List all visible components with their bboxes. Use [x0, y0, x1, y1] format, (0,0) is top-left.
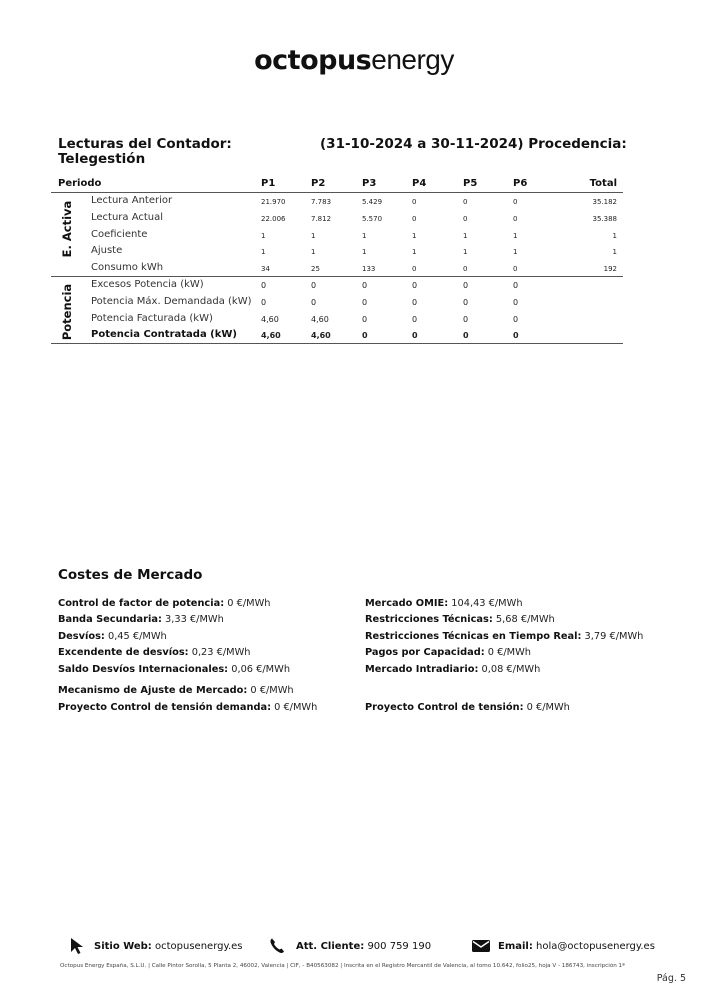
column-header-p2: P2: [311, 178, 326, 189]
active-row-value-p2: 7.812: [311, 214, 332, 223]
active-row-value-p6: 0: [513, 198, 518, 206]
active-row-total: 35.388: [592, 214, 617, 223]
market-cost-label: Control de factor de potencia:: [58, 598, 225, 609]
active-row-value-p1: 1: [261, 248, 266, 257]
market-cost-label: Mercado Intradiario:: [365, 664, 479, 675]
power-row-value-p5: 0: [463, 281, 469, 290]
market-cost-value: 0 €/MWh: [523, 702, 570, 713]
active-row-total: 192: [603, 265, 617, 274]
active-row-value-p3: 1: [362, 248, 367, 257]
active-row-value-p2: 1: [311, 231, 316, 240]
active-row-value-p3: 5.570: [362, 214, 383, 223]
section-divider: [51, 276, 623, 277]
footer-email[interactable]: [498, 941, 655, 952]
active-row-value-p4: 0: [412, 214, 417, 223]
market-cost-right-item: [365, 631, 643, 642]
active-row-value-p3: 133: [362, 265, 376, 274]
market-cost-left-item: [58, 685, 294, 696]
active-row-label: Consumo kWh: [91, 262, 164, 274]
power-row-value-p6: 0: [513, 331, 519, 341]
power-row-value-p4: 0: [412, 297, 418, 307]
active-row-value-p3: 1: [362, 231, 367, 240]
power-row-value-p1: 0: [261, 281, 267, 290]
market-cost-value: 0 €/MWh: [224, 598, 271, 609]
power-row-value-p1: 4,60: [261, 331, 281, 341]
column-header-p1: P1: [261, 178, 276, 189]
power-row-value-p6: 0: [513, 314, 519, 324]
power-row-value-p3: 0: [362, 281, 368, 290]
market-costs-title: Costes de Mercado: [58, 567, 203, 583]
power-row-value-p2: 4,60: [311, 331, 331, 341]
power-row-label: Excesos Potencia (kW): [91, 279, 204, 290]
power-row-value-p2: 0: [311, 281, 317, 290]
power-row-value-p5: 0: [463, 331, 469, 341]
market-cost-value: 3,79 €/MWh: [581, 631, 644, 642]
market-cost-right-item: [365, 702, 570, 713]
market-cost-label: Saldo Desvíos Internacionales:: [58, 664, 229, 675]
active-row-value-p5: 0: [463, 214, 468, 223]
email-icon: [471, 937, 491, 955]
power-row-value-p1: 4,60: [261, 314, 279, 324]
active-row-value-p5: 0: [463, 265, 468, 274]
market-cost-value: 104,43 €/MWh: [448, 598, 523, 609]
active-row-total: 1: [612, 248, 617, 257]
market-cost-label: Restricciones Técnicas:: [365, 614, 493, 625]
footer-contact-row: [0, 941, 708, 959]
market-cost-value: 5,68 €/MWh: [492, 614, 555, 625]
active-row-value-p1: 22.006: [261, 214, 286, 223]
active-row-value-p5: 1: [463, 231, 468, 240]
active-row-value-p2: 25: [311, 265, 320, 274]
market-cost-left-item: [58, 647, 251, 658]
market-cost-label: Mecanismo de Ajuste de Mercado:: [58, 685, 248, 696]
power-row-value-p3: 0: [362, 297, 368, 307]
market-cost-right-item: [365, 647, 531, 658]
power-row-value-p2: 0: [311, 297, 317, 307]
market-cost-left-item: [58, 598, 270, 609]
readings-title-right: (31-10-2024 a 30-11-2024) Procedencia:: [320, 136, 627, 152]
active-row-value-p6: 0: [513, 265, 518, 274]
power-row-value-p4: 0: [412, 331, 418, 341]
active-row-label: Lectura Anterior: [91, 195, 173, 206]
market-cost-value: 0,23 €/MWh: [188, 647, 251, 658]
active-row-value-p5: 0: [463, 198, 468, 206]
phone-icon: [268, 937, 286, 955]
market-cost-label: Proyecto Control de tensión demanda:: [58, 702, 271, 713]
market-cost-left-item: [58, 614, 224, 625]
footer-phone[interactable]: [296, 941, 431, 952]
power-row-value-p6: 0: [513, 297, 519, 307]
market-cost-right-item: [365, 664, 540, 675]
active-row-value-p2: 1: [311, 248, 316, 257]
market-cost-left-item: [58, 631, 167, 642]
power-row-value-p3: 0: [362, 314, 368, 324]
power-row-label: Potencia Contratada (kW): [91, 329, 237, 341]
email-label: Email:: [498, 941, 533, 952]
active-row-value-p1: 1: [261, 231, 266, 240]
market-cost-left-item: [58, 664, 290, 675]
market-cost-label: Pagos por Capacidad:: [365, 647, 485, 658]
market-cost-label: Banda Secundaria:: [58, 614, 162, 625]
market-cost-label: Desvíos:: [58, 631, 105, 642]
cursor-icon: [68, 937, 86, 955]
active-row-value-p4: 1: [412, 248, 417, 257]
market-cost-value: 0,08 €/MWh: [478, 664, 541, 675]
active-row-label: Coeficiente: [91, 228, 148, 240]
phone-label: Att. Cliente:: [296, 941, 365, 952]
energy-active-group-label: E. Activa: [60, 200, 74, 258]
footer-website[interactable]: [94, 941, 243, 952]
power-row-value-p5: 0: [463, 297, 469, 307]
octopus-energy-logo: [0, 44, 708, 76]
power-row-value-p4: 0: [412, 314, 418, 324]
power-row-value-p1: 0: [261, 297, 267, 307]
power-row-label: Potencia Máx. Demandada (kW): [91, 295, 252, 307]
column-header-total: Total: [589, 178, 617, 189]
legal-notice: Octopus Energy España, S.L.U. | Calle Pintor Sorolla, 5 Planta 2, 46002, Valencia | CIF, - B40563082 | Inscrita en el Registro Mercantil de Valencia, al tomo 10.642, folio25, hoja V - 186743, inscripción 1ª: [60, 963, 625, 969]
website-label: Sitio Web:: [94, 941, 152, 952]
active-row-value-p4: 0: [412, 198, 417, 206]
active-row-total: 1: [612, 231, 617, 240]
active-row-value-p1: 34: [261, 265, 270, 274]
power-row-value-p5: 0: [463, 314, 469, 324]
active-row-value-p3: 5.429: [362, 198, 383, 206]
power-row-label: Potencia Facturada (kW): [91, 312, 213, 324]
active-row-label: Lectura Actual: [91, 211, 164, 223]
logo-bold-text: octopus: [254, 45, 372, 76]
market-cost-label: Mercado OMIE:: [365, 598, 449, 609]
market-cost-value: 0 €/MWh: [247, 685, 294, 696]
active-row-value-p4: 0: [412, 265, 417, 274]
column-header-p6: P6: [513, 178, 528, 189]
power-row-value-p6: 0: [513, 281, 519, 290]
readings-title-left: Lecturas del Contador: Telegestión: [58, 136, 232, 167]
table-bottom-line: [51, 343, 623, 344]
market-cost-value: 0,06 €/MWh: [228, 664, 291, 675]
market-cost-label: Restricciones Técnicas en Tiempo Real:: [365, 631, 582, 642]
website-value[interactable]: octopusenergy.es: [155, 941, 243, 952]
logo-light-text: energy: [371, 44, 454, 75]
power-row-value-p3: 0: [362, 331, 368, 341]
column-header-p5: P5: [463, 178, 478, 189]
active-row-value-p4: 1: [412, 231, 417, 240]
active-row-value-p6: 1: [513, 231, 518, 240]
column-header-p3: P3: [362, 178, 377, 189]
power-group-label: Potencia: [60, 283, 74, 341]
page-number: Pág. 5: [656, 973, 686, 984]
market-cost-right-item: [365, 614, 555, 625]
market-cost-value: 0,45 €/MWh: [104, 631, 167, 642]
column-header-periodo: Periodo: [58, 178, 102, 189]
active-row-value-p2: 7.783: [311, 198, 332, 206]
active-row-value-p6: 0: [513, 214, 518, 223]
column-header-p4: P4: [412, 178, 427, 189]
active-row-value-p1: 21.970: [261, 198, 286, 206]
power-row-value-p4: 0: [412, 281, 418, 290]
phone-value[interactable]: 900 759 190: [367, 941, 432, 952]
active-row-label: Ajuste: [91, 245, 123, 257]
active-row-value-p6: 1: [513, 248, 518, 257]
power-row-value-p2: 4,60: [311, 314, 329, 324]
market-cost-label: Proyecto Control de tensión:: [365, 702, 524, 713]
email-value[interactable]: hola@octopusenergy.es: [536, 941, 655, 952]
header-divider: [51, 192, 623, 193]
market-cost-left-item: [58, 702, 317, 713]
market-cost-value: 3,33 €/MWh: [161, 614, 224, 625]
active-row-total: 35.182: [592, 198, 617, 206]
market-cost-label: Excendente de desvíos:: [58, 647, 189, 658]
active-row-value-p5: 1: [463, 248, 468, 257]
market-cost-value: 0 €/MWh: [270, 702, 318, 713]
market-cost-right-item: [365, 598, 523, 609]
market-cost-value: 0 €/MWh: [484, 647, 532, 658]
